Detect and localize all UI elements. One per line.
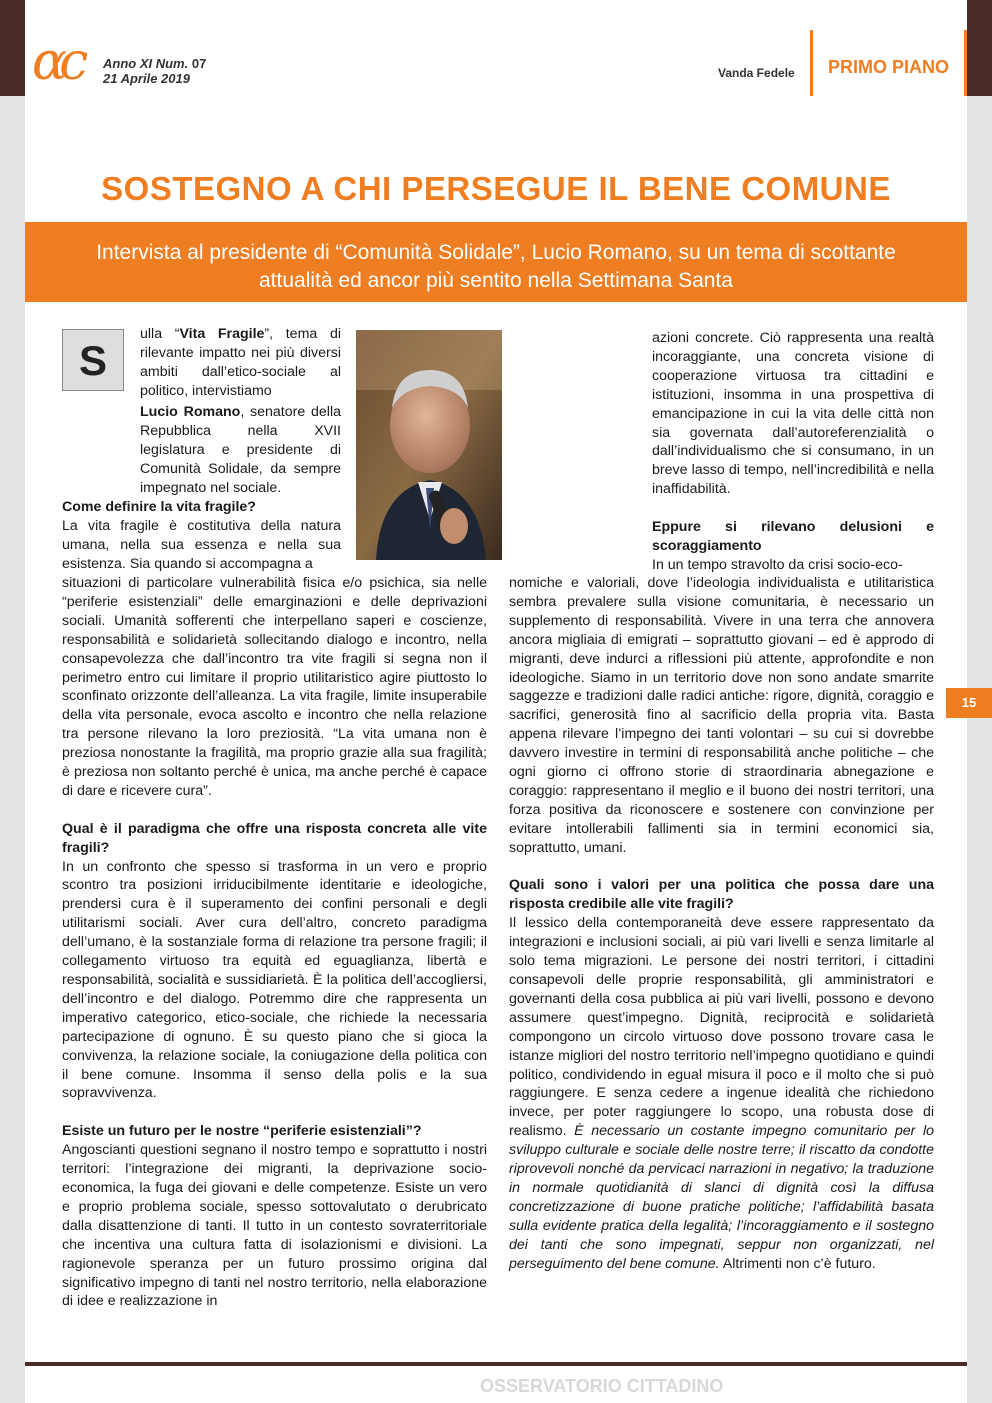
question-block-1-top [62,498,341,574]
question-2: Qual è il paradigma che offre una risposta concreta alle vite fragili? [62,820,487,856]
answer-1-rest: situazioni di particolare vulnerabilità fisica e/o psichica, sia nelle “periferie esistenziali” delle emarginazioni e delle deprivazioni sociali. Umanità sofferenti che interpellano saperi e coscienze, responsabilità e solidarietà sollecitando dialogo e incontro, nella consapevolezza che dall’incontro tra vite fragili si segna non il perimetro entro cui limitare il proprio utilitaristico agire piuttosto lo sconfinato orizzonte dell’alleanza. La vita fragile, limite insuperabile della vita personale, evoca ascolto e incontro che nella relazione tra persone rilevano la loro preziosità. “La vita umana non è preziosa nonostante la fragilità, ma proprio grazie alla sua fragilità; è preziosa non soltanto perché è unica, ma anche perché è capace di dare e ricevere cura”. [62,575,487,799]
answer-2: In un confronto che spesso si trasforma in un vero e proprio scontro tra posizioni irriducibilmente identitarie e ideologiche, prendersi cura è il superamento dei confini personali e degli utilitarismi sociali. Aver cura dell’altro, concreto paradigma dell’umano, è la sostanziale forma di relazione tra persone fragili; il collegamento virtuoso tra equità ed eguaglianza, libertà e responsabilità, socialità e sussidiarietà. È la politica dell’accogliersi, dell’incontro e del dialogo. Potremmo dire che rappresenta un imperativo categorico, etico-sociale, che richiede la necessaria partecipazione di ognuno. È su questo piano che si gioca la convivenza, la relazione sociale, la coniugazione della politica con il bene comune. Insomma il senso della polis e la sua sopravvivenza. [62,858,487,1102]
answer-4-top: In un tempo stravolto da crisi socio-eco- [652,556,903,573]
answer-1-top: La vita fragile è costitutiva della natura umana, nella sua essenza e nella sua esistenza. Sia quando si accompagna a [62,517,341,572]
issue-label: Anno XI Num. [103,56,189,71]
question-1: Come definire la vita fragile? [62,499,256,515]
footer-watermark: OSSERVATORIO CITTADINO [480,1376,724,1396]
question-4: Eppure si rilevano delusioni e scoraggiamento [652,519,934,554]
drop-cap: S [62,329,124,391]
intro-text-c: ”, tema di rilevante impatto nei più diversi ambiti dall’etico-sociale al politico, intervistiamo [140,326,341,399]
question-5: Quali sono i valori per una politica che possa dare una risposta credibile alle vite fragili? [509,877,934,913]
answer-5-italic: È necessario un costante impegno comunitario per lo sviluppo culturale e sociale delle nostre terre; il riscatto da condotte riprovevoli nonché da pervicaci narrazioni in negativo; la traduzione in normale quotidianità di slanci di dignità così la diffusa concretizzazione di buone pratiche politiche; l’affidabilità basata sulla evidente pratica della legalità; l’incoraggiamento e il sostegno dei tanti che sono impegnati, seppur non organizzati, nel perseguimento del bene comune. [509,1123,934,1272]
left-column [62,403,341,498]
page-number: 15 [946,688,992,718]
answer-3: Angoscianti questioni segnano il nostro tempo e soprattutto i nostri territori: l’integrazione dei migranti, la deprivazione socio-economica, la fuga dei giovani e delle competenze. Esiste un vero e proprio problema sociale, spesso sottovalutato o derubricato dalla disattenzione di tanti. Il tutto in un contesto sovraterritoriale che incentiva una cultura fatta di isolazionismi e divisioni. La ragionevole speranza per un futuro prossimo origina dal significativo impegno di tanti nel nostro territorio, nella elaborazione di idee e realizzazione in [62,1142,487,1310]
issue-date: 21 Aprile 2019 [103,71,190,86]
intro-name: Lucio Romano [140,404,241,420]
answer-5: Il lessico della contemporaneità deve essere rappresentato da integrazioni e inclusioni sociali, ai più vari livelli e senza limitarle al solo tema migrazioni. Le persone dei nostri territori, i cittadini consapevoli delle proprie responsabilità, gli amministratori e governanti della cosa pubblica ai più vari livelli, possono e devono assumere quest’impegno. Dignità, reciprocità e solidarietà compongono un circolo virtuoso dove possono trovare casa le istanze migliori del nostro territorio nell’impegno quotidiano e quindi politico, condividendo in egual misura il poco e il molto che si può raggiungere. E senza cedere a ingenue idealità che richiedono invece, per poter raggiungere lo scopo, una robusta dose di realismo. [509,915,934,1140]
magazine-logo: αc [32,32,81,92]
intro-paragraph-top [140,325,341,401]
background-left [0,0,28,1403]
portrait-photo [356,330,502,560]
article-title: SOSTEGNO A CHI PERSEGUE IL BENE COMUNE [101,170,891,207]
question-3: Esiste un futuro per le nostre “periferie esistenziali”? [62,1123,422,1140]
answer-3-continued: azioni concrete. Ciò rappresenta una realtà incoraggiante, una concreta visione di cooperazione virtuosa tra cittadini e istituzioni, insomma in una prospettiva di emancipazione in cui la vita delle città non sia governata dall’autoreferenzialità o dall’individualismo che si consumano, in un breve lasso di tempo, nell’incredibilità e nella inaffidabilità. [652,330,934,498]
right-column-top [652,329,934,575]
bottom-rule [25,1362,967,1366]
issue-info [103,56,206,86]
answer-4-rest: nomiche e valoriali, dove l’ideologia individualista e utilitaristica sembra prevalere sulla visione comunitaria, è necessario un supplemento di responsabilità. Vivere in una terra che annovera ancora migliaia di emigrati – soprattutto giovani – ed è approdo di migranti, deve indurci a riflessioni più attente, approfondite e non ideologiche. Siamo in un territorio dove non sono andate smarrite saggezze e tradizioni dalle radici antiche: rigore, dignità, coraggio e sacrifici, generosità fino al sacrificio della propria vita. Basta appena rilevare l’impegno dei tanti volontari – su cui si dovrebbe davvero investire in termini di responsabilità anche politiche – che ogni giorno ci offrono storie di straordinaria abnegazione e coraggio: rappresentano il meglio e il buono dei nostri territori, una forza positiva da riconoscere e sostenere con convinzione per evitare intollerabili fallimenti sia in termini economici sia, soprattutto, umani. [509,575,934,856]
section-label: PRIMO PIANO [827,57,949,77]
author-name: Vanda Fedele [718,66,795,80]
answer-5-end: Altrimenti non c’è futuro. [722,1255,876,1272]
intro-text-a: ulla “ [140,326,180,342]
intro-vita-fragile: Vita Fragile [179,326,265,342]
article-subtitle: Intervista al presidente di “Comunità Solidale”, Lucio Romano, su un tema di scottante attualità ed ancor più sentito nella Settimana Santa [96,241,896,292]
issue-number: 07 [191,56,207,71]
wide-left-text [62,574,487,1311]
intro-text-d: , senatore della Repubblica nella XVII legislatura e presidente di Comunità Solidale, da sempre impegnato nel sociale. [140,404,341,496]
section-tab [810,30,967,96]
right-column [509,574,934,1274]
